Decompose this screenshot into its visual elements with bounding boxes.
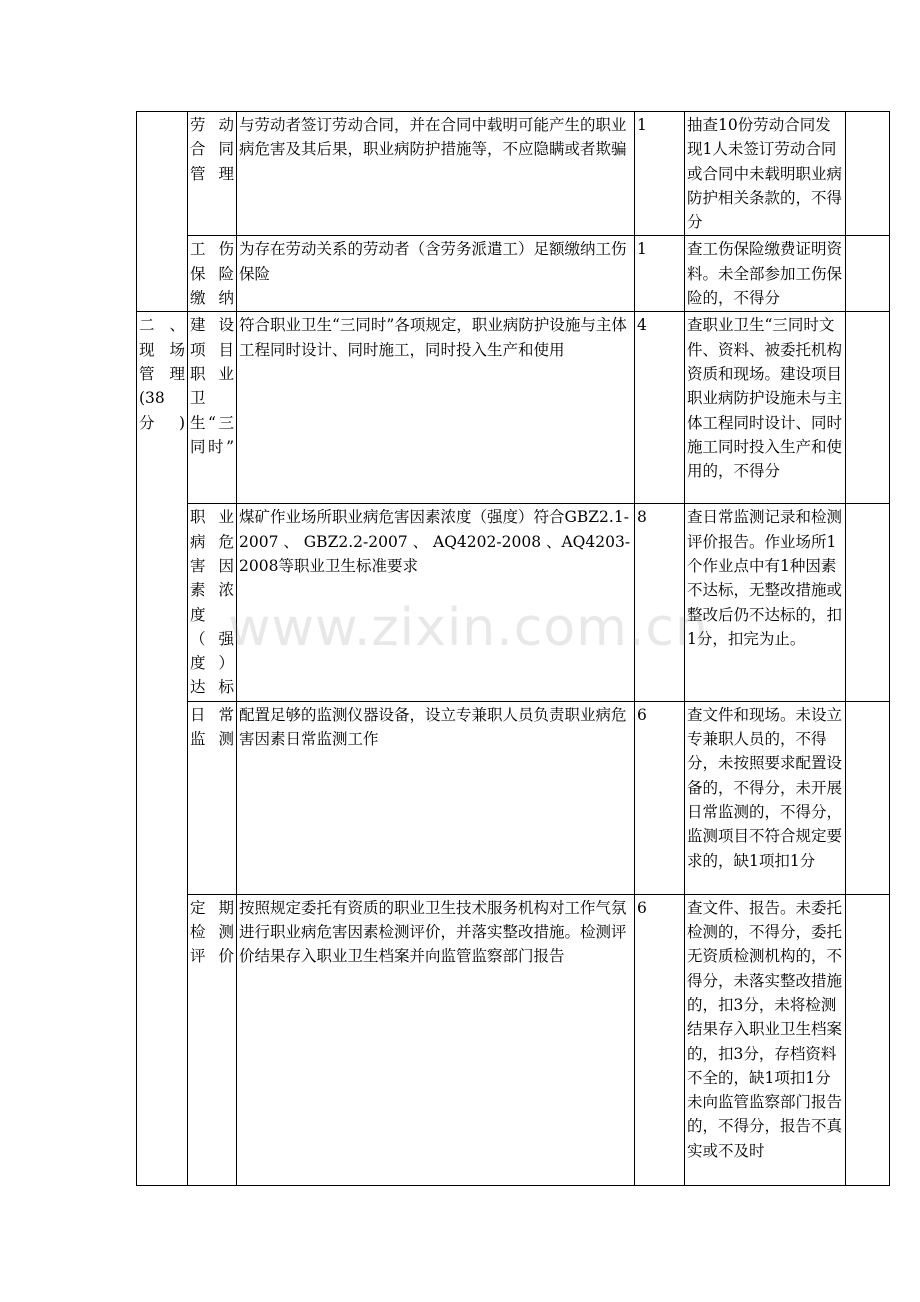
item-cell: 职业病危害因素浓度（强度）达标	[188, 504, 237, 701]
table-row	[137, 236, 890, 312]
item-cell: 劳动合同管理	[188, 112, 237, 236]
watermark-text: www.zixin.com.cn	[228, 598, 709, 658]
item-cell: 建设项目职业卫生“三同时”	[188, 312, 237, 504]
table-row	[137, 312, 890, 504]
table-row	[137, 701, 890, 894]
content-cell: 符合职业卫生“三同时”各项规定，职业病防护设施与主体工程同时设计、同时施工，同时投入生产和使用	[237, 312, 635, 504]
item-cell: 工伤保险缴纳	[188, 236, 237, 312]
content-cell: 煤矿作业场所职业病危害因素浓度（强度）符合GBZ2.1-2007 、 GBZ2.2-2007 、 AQ4202-2008 、AQ4203-2008等职业卫生标准要求	[237, 504, 635, 701]
content-cell: 配置足够的监测仪器设备，设立专兼职人员负责职业病危害因素日常监测工作	[237, 701, 635, 894]
extra-cell	[846, 236, 890, 312]
item-cell: 日常监测	[188, 701, 237, 894]
method-cell: 抽查10份劳动合同发现1人未签订劳动合同或合同中未载明职业病防护相关条款的，不得分	[685, 112, 846, 236]
score-cell: 8	[635, 504, 685, 701]
extra-cell	[846, 312, 890, 504]
method-cell: 查职业卫生“三同时文件、资料、被委托机构资质和现场。建设项目职业病防护设施未与主体工程同时设计、同时施工同时投入生产和使用的，不得分	[685, 312, 846, 504]
content-cell: 为存在劳动关系的劳动者（含劳务派遣工）足额缴纳工伤保险	[237, 236, 635, 312]
content-cell: 按照规定委托有资质的职业卫生技术服务机构对工作气氛进行职业病危害因素检测评价，并落实整改措施。检测评价结果存入职业卫生档案并向监管监察部门报告	[237, 894, 635, 1185]
category-cell	[137, 112, 188, 312]
method-cell: 查文件和现场。未设立专兼职人员的，不得分，未按照要求配置设备的，不得分，未开展日常监测的，不得分，监测项目不符合规定要求的，缺1项扣1分	[685, 701, 846, 894]
assessment-table	[136, 111, 890, 1186]
method-cell: 查文件、报告。未委托检测的，不得分，委托无资质检测机构的，不得分，未落实整改措施的，扣3分，未将检测结果存入职业卫生档案的，扣3分，存档资料不全的，缺1项扣1分未向监管监察部门报告的，不得分，报告不真实或不及时	[685, 894, 846, 1185]
category-cell: 二、现场管理(38分)	[137, 312, 188, 1185]
extra-cell	[846, 112, 890, 236]
score-cell: 4	[635, 312, 685, 504]
table-row	[137, 894, 890, 1185]
extra-cell	[846, 504, 890, 701]
method-cell: 查工伤保险缴费证明资料。未全部参加工伤保险的，不得分	[685, 236, 846, 312]
table-row	[137, 504, 890, 701]
content-cell: 与劳动者签订劳动合同，并在合同中载明可能产生的职业病危害及其后果，职业病防护措施等，不应隐瞒或者欺骗	[237, 112, 635, 236]
table-row	[137, 112, 890, 236]
score-cell: 1	[635, 112, 685, 236]
item-cell: 定期检测评价	[188, 894, 237, 1185]
score-cell: 1	[635, 236, 685, 312]
extra-cell	[846, 701, 890, 894]
method-cell: 查日常监测记录和检测评价报告。作业场所1个作业点中有1种因素不达标，无整改措施或整改后仍不达标的，扣1分，扣完为止。	[685, 504, 846, 701]
extra-cell	[846, 894, 890, 1185]
score-cell: 6	[635, 701, 685, 894]
score-cell: 6	[635, 894, 685, 1185]
